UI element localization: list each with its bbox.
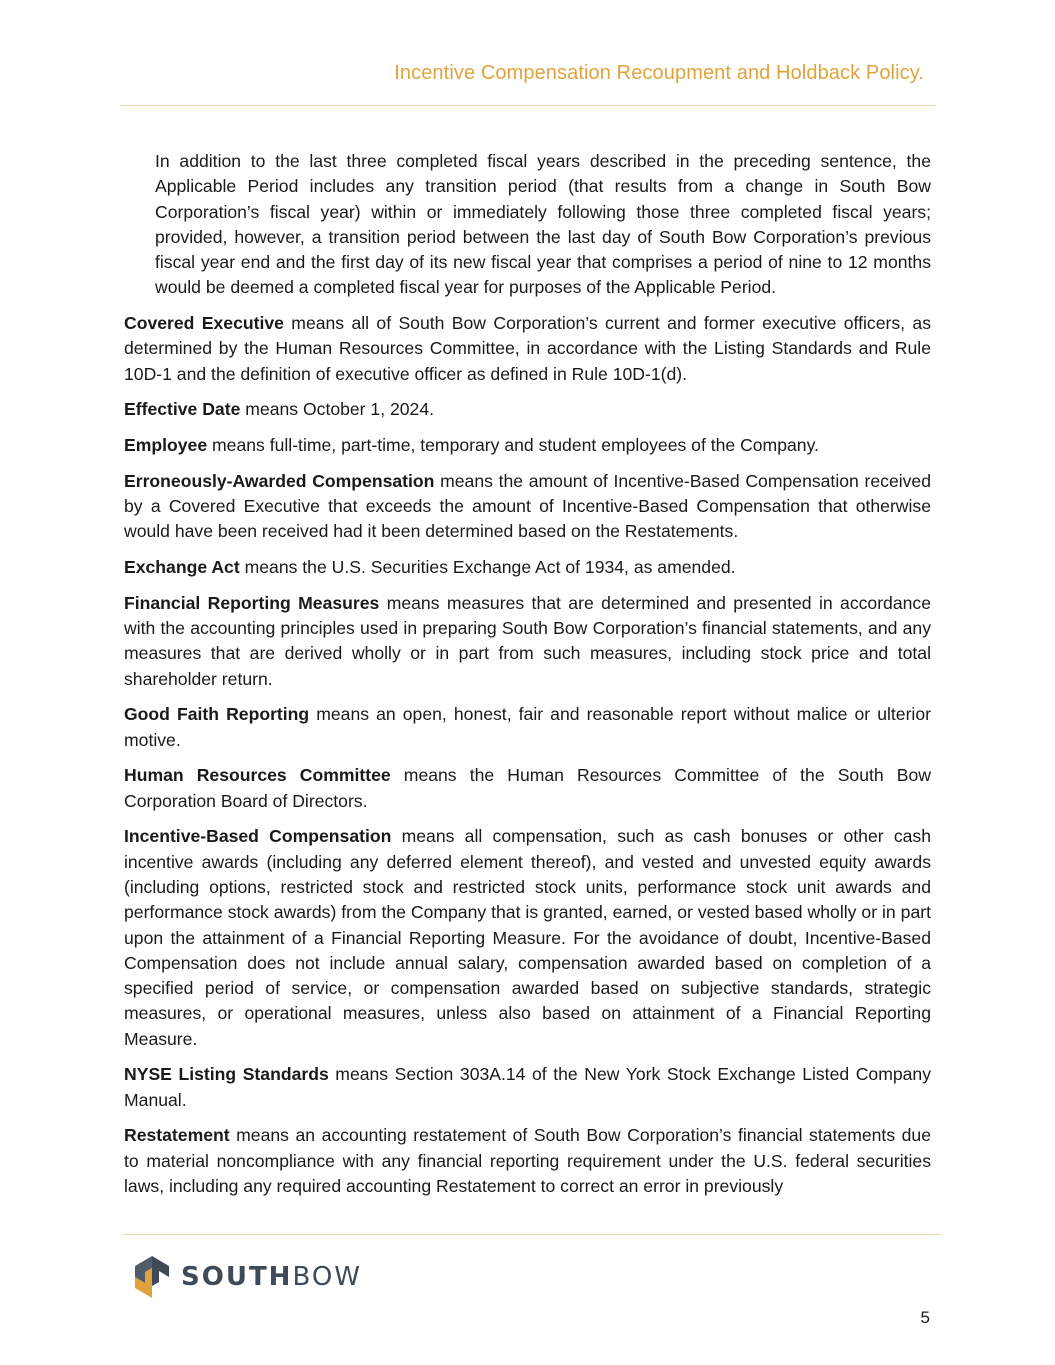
definition-text: means all compensation, such as cash bonuses or other cash incentive awards (including any deferred element thereof), and vested and unvested equity awards (including options, restricted stock and restricted stock units, performance stock unit awards and performance stock awards) from the Company that is granted, earned, or vested based wholly or in part upon the attainment of a Financial Reporting Measure. For the avoidance of doubt, Incentive-Based Compensation does not include annual salary, compensation awarded based on completion of a specified period of service, or compensation awarded based on subjective standards, strategic measures, or operational measures, unless also based on attainment of a Financial Reporting Measure. <box>124 826 931 1049</box>
definition-term: Incentive-Based Compensation <box>124 826 392 847</box>
definition-restatement <box>124 1123 931 1199</box>
intro-paragraph: In addition to the last three completed fiscal years described in the preceding sentence, the Applicable Period includes any transition period (that results from a change in South Bow Corporation’s fiscal year) within or immediately following those three completed fiscal years; provided, however, a transition period between the last day of South Bow Corporation’s previous fiscal year end and the first day of its new fiscal year that comprises a period of nine to 12 months would be deemed a completed fiscal year for purposes of the Applicable Period. <box>155 151 931 298</box>
logo-text-bow: BOW <box>292 1262 362 1292</box>
definition-incentive-based-compensation <box>124 824 931 1052</box>
southbow-logo <box>133 1255 362 1299</box>
definition-term: Exchange Act <box>124 557 240 578</box>
definition-term: Employee <box>124 435 208 456</box>
definition-human-resources-committee <box>124 763 931 814</box>
header-divider <box>121 105 935 106</box>
definition-text: means full-time, part-time, temporary and student employees of the Company. <box>207 435 819 456</box>
page-header-title: Incentive Compensation Recoupment and Holdback Policy. <box>394 62 924 84</box>
definition-exchange-act <box>124 555 931 580</box>
definition-term: Good Faith Reporting <box>124 704 310 725</box>
definition-text: means the Human Resources Committee of the South Bow Corporation Board of Directors. <box>124 765 931 811</box>
definition-text: means all of South Bow Corporation’s current and former executive officers, as determined by the Human Resources Committee, in accordance with the Listing Standards and Rule 10D-1 and the definition of executive officer as defined in Rule 10D-1(d). <box>124 313 931 384</box>
definition-text: means October 1, 2024. <box>240 399 435 420</box>
definition-effective-date <box>124 397 931 422</box>
definition-term: Erroneously-Awarded Compensation <box>124 470 435 491</box>
definition-erroneously-awarded-compensation <box>124 469 931 545</box>
definition-covered-executive <box>124 311 931 387</box>
definition-text: means the amount of Incentive-Based Compensation received by a Covered Executive that exceeds the amount of Incentive-Based Compensation that otherwise would have been received had it been determined based on the Restatements. <box>124 470 932 542</box>
definition-term: Financial Reporting Measures <box>124 592 380 613</box>
definition-financial-reporting-measures <box>124 591 931 692</box>
definition-term: Effective Date <box>124 399 241 420</box>
definition-text: means the U.S. Securities Exchange Act of 1934, as amended. <box>239 557 736 578</box>
definition-term: Human Resources Committee <box>124 765 391 786</box>
page-number: 5 <box>920 1308 930 1327</box>
document-body <box>124 149 931 1210</box>
definition-term: NYSE Listing Standards <box>124 1064 329 1085</box>
definition-employee <box>124 433 931 458</box>
definition-term: Covered Executive <box>124 313 284 334</box>
southbow-wordmark <box>181 1262 362 1292</box>
definition-nyse-listing-standards <box>124 1062 931 1113</box>
definition-text: means an open, honest, fair and reasonable report without malice or ulterior motive. <box>124 704 931 750</box>
definition-term: Restatement <box>124 1125 230 1146</box>
footer-divider <box>123 1234 941 1235</box>
logo-text-south: SOUTH <box>181 1262 293 1292</box>
definition-text: means measures that are determined and presented in accordance with the accounting principles used in preparing South Bow Corporation’s financial statements, and any measures that are derived wholly or in part from such measures, including stock price and total shareholder return. <box>124 592 931 689</box>
definition-good-faith-reporting <box>124 702 931 753</box>
southbow-logo-mark-icon <box>133 1255 171 1299</box>
definition-text: means Section 303A.14 of the New York Stock Exchange Listed Company Manual. <box>124 1064 931 1110</box>
definition-text: means an accounting restatement of South Bow Corporation’s financial statements due to material noncompliance with any financial reporting requirement under the U.S. federal securities laws, including any required accounting Restatement to correct an error in previously <box>124 1125 931 1196</box>
